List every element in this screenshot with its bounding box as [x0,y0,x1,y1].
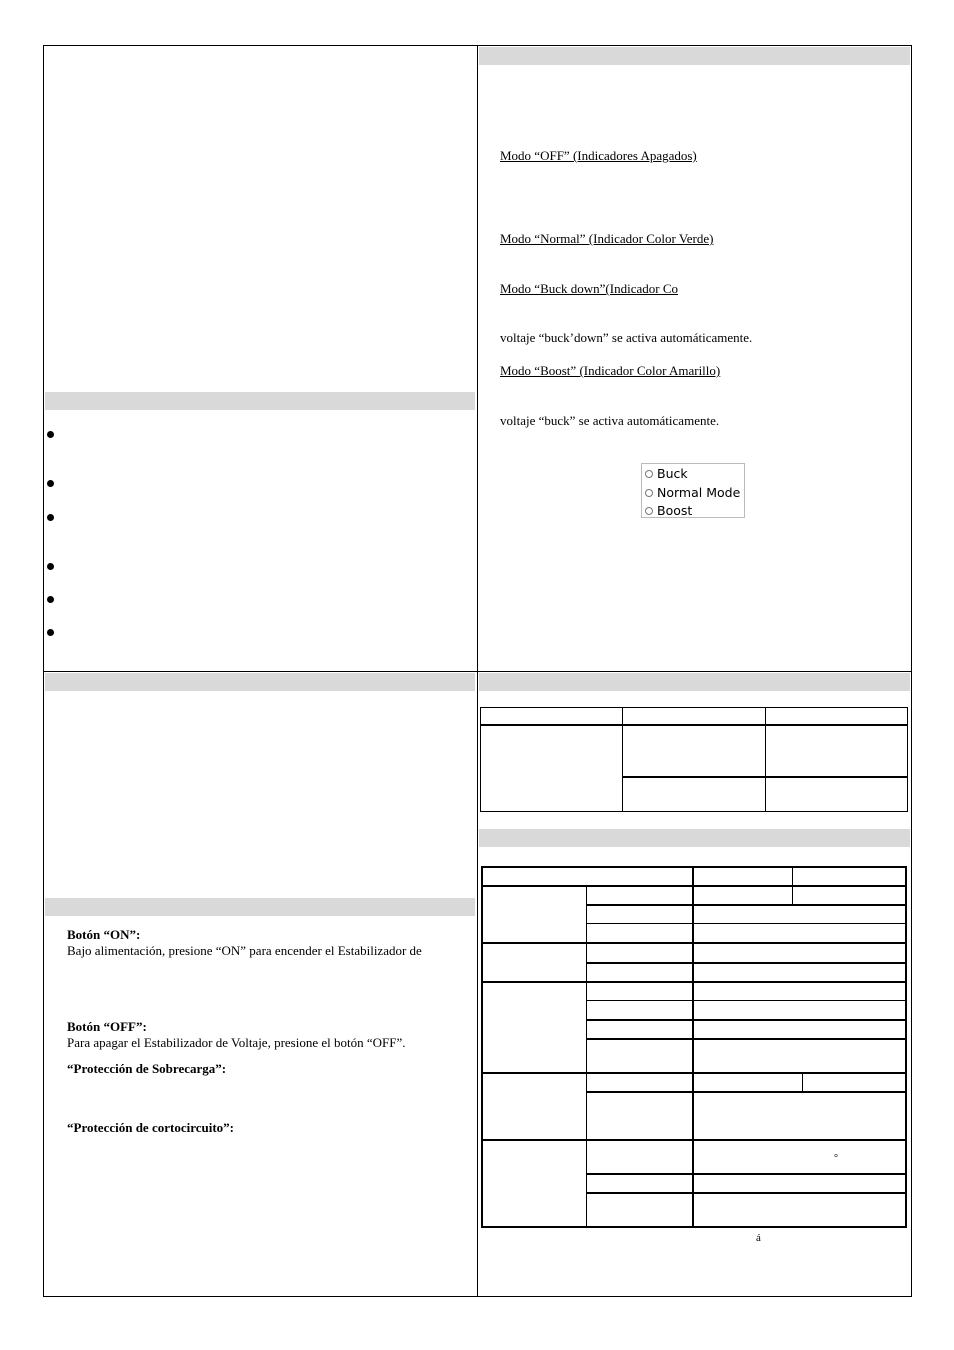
indicator-legend [641,463,745,518]
mode-boost-heading: Modo “Boost” (Indicador Color Amarillo) [500,363,721,378]
off-button-title: Botón “OFF”: [67,1019,147,1034]
section-header-bar [45,898,475,916]
off-button-text: Para apagar el Estabilizador de Voltaje, presione el botón “OFF”. [67,1035,406,1050]
bullet [47,480,54,487]
section-header-bar [479,673,910,691]
bullet [47,563,54,570]
mode-buck-heading: Modo “Buck down”(Indicador Co [500,281,678,296]
radio-icon [645,489,653,497]
mode-normal-heading: Modo “Normal” (Indicador Color Verde) [500,231,714,246]
radio-icon [645,470,653,478]
on-button-text: Bajo alimentación, presione “ON” para encender el Estabilizador de [67,943,422,958]
footnote-char: á [756,1232,761,1244]
legend-item-boost: Boost [645,502,692,519]
section-header-bar [479,829,910,847]
short-circuit-protection-title: “Protección de cortocircuito”: [67,1120,235,1135]
boost-description: voltaje “buck” se activa automáticamente. [500,413,720,428]
section-header-bar [45,673,475,691]
bullet [47,514,54,521]
overload-protection-title: “Protección de Sobrecarga”: [67,1061,227,1076]
buck-description: voltaje “buck’down” se activa automáticamente. [500,330,753,345]
radio-icon [645,507,653,515]
bullet [47,596,54,603]
bullet [47,431,54,438]
on-button-title: Botón “ON”: [67,927,141,942]
bullet [47,629,54,636]
mode-off-heading: Modo “OFF” (Indicadores Apagados) [500,148,697,163]
section-header-bar [45,392,475,410]
legend-item-buck: Buck [645,465,688,482]
row-divider [43,671,912,672]
legend-item-normal: Normal Mode [645,484,740,501]
degree-mark: ° [834,1153,838,1164]
section-header-bar [479,47,910,65]
